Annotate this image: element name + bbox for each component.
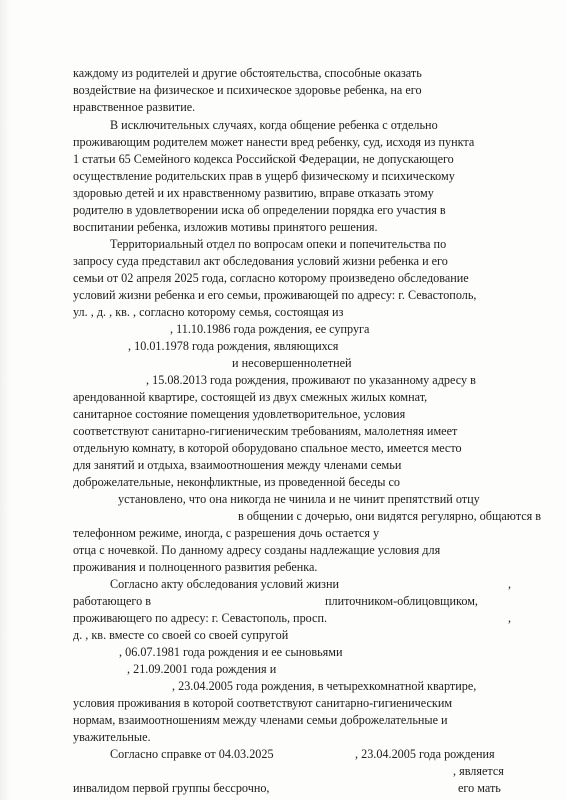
- text-line: работающего в: [73, 594, 152, 608]
- text-line: , 15.08.2013 года рождения, проживают по указанному адресу в: [146, 373, 476, 387]
- text-line: , является: [453, 764, 504, 778]
- text-line: проживающего по адресу: г. Севастополь, просп.: [73, 611, 328, 625]
- text-line: В исключительных случаях, когда общение ребенка с отдельно: [110, 118, 438, 132]
- text-line: отца с ночевкой. По данному адресу созданы надлежащие условия для: [73, 543, 441, 557]
- text-line: нравственное развитие.: [73, 100, 196, 114]
- text-line: 1 статьи 65 Семейного кодекса Российской Федерации, не допускающего: [73, 152, 454, 166]
- text-line: установлено, что она никогда не чинила и не чинит препятствий отцу: [118, 492, 480, 506]
- text-line: условий жизни ребенка и его семьи, проживающей по адресу: г. Севастополь,: [73, 288, 477, 302]
- text-line: его мать: [458, 781, 501, 795]
- text-line: семьи от 02 апреля 2025 года, согласно которому произведено обследование: [73, 271, 469, 285]
- text-line: , 21.09.2001 года рождения и: [127, 662, 277, 676]
- text-line: Согласно акту обследования условий жизни: [110, 577, 339, 591]
- text-line: Территориальный отдел по вопросам опеки и попечительства по: [110, 237, 447, 251]
- text-line: запросу суда представил акт обследования условий жизни ребенка и его: [73, 254, 448, 268]
- text-line: доброжелательные, неконфликтные, из проведенной беседы со: [73, 475, 401, 489]
- text-line: ул. , д. , кв. , согласно которому семья, состоящая из: [73, 305, 344, 319]
- text-line: соответствуют санитарно-гигиеническим требованиям, малолетняя имеет: [73, 424, 458, 438]
- text-line: , 06.07.1981 года рождения и ее сыновьями: [119, 645, 343, 659]
- text-line: воздействие на физическое и психическое здоровье ребенка, на его: [73, 83, 422, 97]
- text-line: уважительные.: [73, 730, 151, 744]
- text-line: , 11.10.1986 года рождения, ее супруга: [170, 322, 370, 336]
- text-line: санитарное состояние помещения удовлетворительное, условия: [73, 407, 406, 421]
- text-line: и несовершеннолетней: [232, 356, 352, 370]
- text-line: Согласно справке от 04.03.2025: [110, 747, 274, 761]
- text-line: арендованной квартире, состоящей из двух смежных жилых комнат,: [73, 390, 428, 404]
- text-line: , 23.04.2005 года рождения, в четырехкомнатной квартире,: [172, 679, 477, 693]
- text-line: в общении с дочерью, они видятся регулярно, общаются в: [238, 509, 542, 523]
- text-line: условия проживания в которой соответствуют санитарно-гигиеническим: [73, 696, 453, 710]
- text-line: родителю в удовлетворении иска об определении порядка его участия в: [73, 203, 446, 217]
- text-line: , 23.04.2005 года рождения: [355, 747, 495, 761]
- text-line: д. , кв. вместе со своей со своей супругой: [73, 628, 289, 642]
- text-line: проживания и полноценного развития ребенка.: [73, 560, 318, 574]
- text-line: телефонном режиме, иногда, с разрешения дочь остается у: [73, 526, 380, 540]
- text-line: проживающим родителем может нанести вред ребенку, суд, исходя из пункта: [73, 135, 475, 149]
- scan-edge-shadow: [0, 0, 10, 800]
- text-line: ,: [508, 611, 512, 625]
- text-line: воспитании ребенка, изложив мотивы принятого решения.: [73, 220, 378, 234]
- text-line: здоровью детей и их нравственному развитию, вправе отказать этому: [73, 186, 434, 200]
- text-line: осуществление родительских прав в ущерб физическому и психическому: [73, 169, 455, 183]
- text-line: нормам, взаимоотношениям между членами семьи доброжелательные и: [73, 713, 448, 727]
- text-line: каждому из родителей и другие обстоятельства, способные оказать: [73, 66, 422, 80]
- text-line: для занятий и отдыха, взаимоотношения между членами семьи: [73, 458, 402, 472]
- text-line: ,: [508, 577, 512, 591]
- text-line: , 10.01.1978 года рождения, являющихся: [128, 339, 339, 353]
- text-line: плиточником-облицовщиком,: [325, 594, 478, 608]
- text-line: инвалидом первой группы бессрочно,: [73, 781, 270, 795]
- text-line: отдельную комнату, в которой оборудовано спальное место, имеется место: [73, 441, 462, 455]
